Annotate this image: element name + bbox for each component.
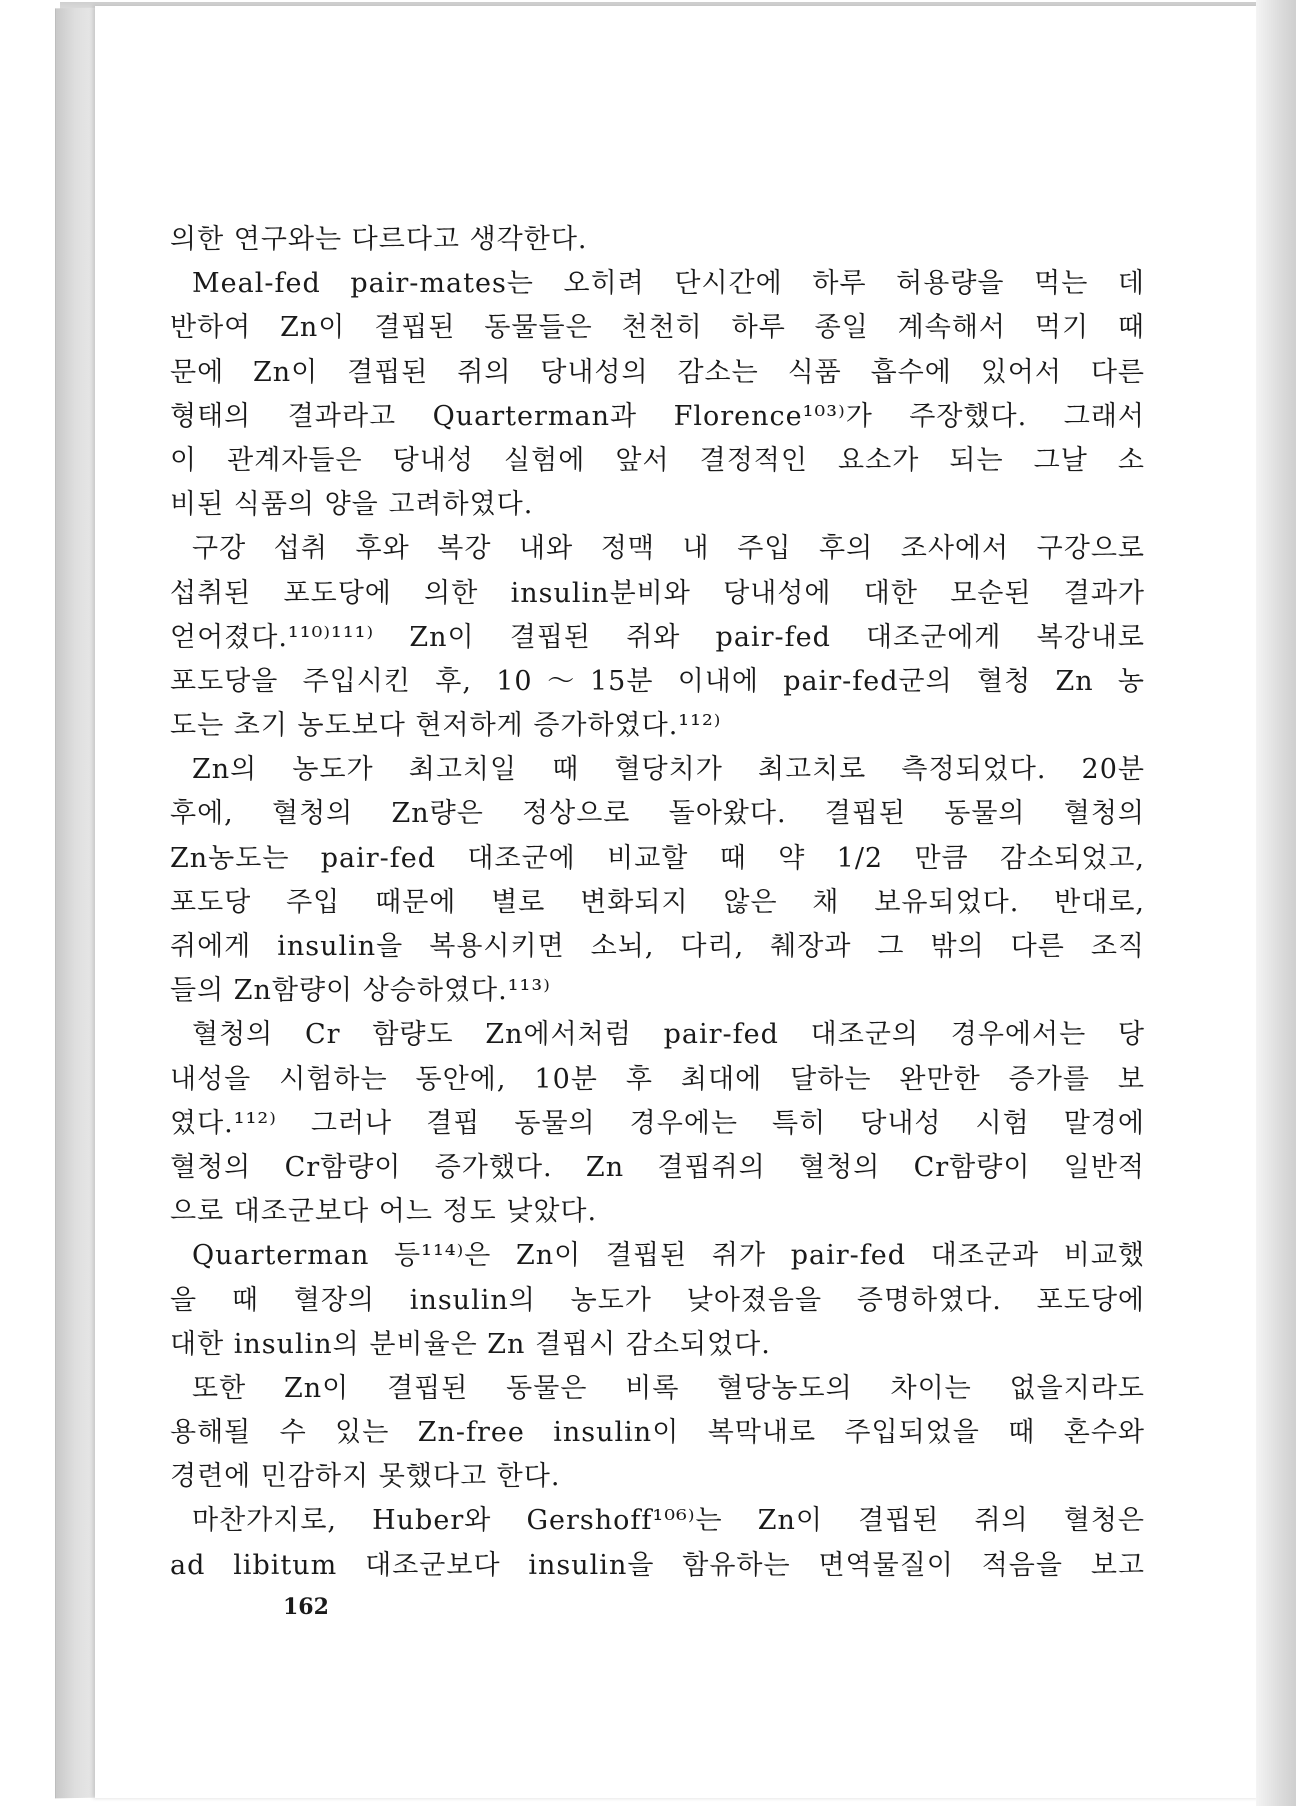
- text-line: 포도당을 주입시킨 후, 10～15분 이내에 pair-fed군의 혈청 Zn 농: [170, 665, 1145, 697]
- text-line: 대한 insulin의 분비율은 Zn 결핍시 감소되었다.: [170, 1328, 771, 1360]
- text-line: 구강 섭취 후와 복강 내와 정맥 내 주입 후의 조사에서 구강으로: [192, 533, 1145, 565]
- text-line: 의한 연구와는 다르다고 생각한다.: [170, 224, 588, 255]
- text-line: 반하여 Zn이 결핍된 동물들은 천천히 하루 종일 계속해서 먹기 때: [170, 312, 1145, 344]
- text-line: Zn의 농도가 최고치일 때 혈당치가 최고치로 측정되었다. 20분: [192, 754, 1145, 786]
- text-line: 으로 대조군보다 어느 정도 낮았다.: [170, 1196, 598, 1228]
- text-line: 이 관계자들은 당내성 실험에 앞서 결정적인 요소가 되는 그날 소: [170, 444, 1145, 476]
- text-line: 마찬가지로, Huber와 Gershoff¹⁰⁶⁾는 Zn이 결핍된 쥐의 혈청은: [192, 1505, 1145, 1537]
- text-line: 혈청의 Cr 함량도 Zn에서처럼 pair-fed 대조군의 경우에서는 당: [192, 1019, 1145, 1051]
- page-number: 162: [283, 1594, 329, 1620]
- text-line: 비된 식품의 양을 고려하였다.: [170, 489, 534, 521]
- text-line: 얻어졌다.¹¹⁰⁾¹¹¹⁾ Zn이 결핍된 쥐와 pair-fed 대조군에게 복강내로: [170, 621, 1145, 653]
- text-line: ad libitum 대조군보다 insulin을 함유하는 면역물질이 적음을 보고: [170, 1549, 1145, 1581]
- text-line: 경련에 민감하지 못했다고 한다.: [170, 1461, 561, 1493]
- text-line: 혈청의 Cr함량이 증가했다. Zn 결핍쥐의 혈청의 Cr함량이 일반적: [170, 1151, 1145, 1183]
- text-line: 포도당 주입 때문에 별로 변화되지 않은 채 보유되었다. 반대로,: [170, 886, 1145, 918]
- text-line: 들의 Zn함량이 상승하였다.¹¹³⁾: [170, 975, 551, 1007]
- text-line: 도는 초기 농도보다 현저하게 증가하였다.¹¹²⁾: [170, 710, 722, 742]
- text-line: 문에 Zn이 결핍된 쥐의 당내성의 감소는 식품 흡수에 있어서 다른: [170, 356, 1145, 388]
- text-line: 을 때 혈장의 insulin의 농도가 낮아졌음을 증명하였다. 포도당에: [170, 1284, 1145, 1316]
- text-line: Zn농도는 pair-fed 대조군에 비교할 때 약 1/2 만큼 감소되었고,: [170, 842, 1145, 874]
- text-line: 섭취된 포도당에 의한 insulin분비와 당내성에 대한 모순된 결과가: [170, 577, 1145, 609]
- text-line: 쥐에게 insulin을 복용시키면 소뇌, 다리, 췌장과 그 밖의 다른 조직: [170, 931, 1145, 962]
- text-line: 였다.¹¹²⁾ 그러나 결핍 동물의 경우에는 특히 당내성 시험 말경에: [170, 1107, 1145, 1139]
- body-text: [170, 218, 1145, 1588]
- book-spine: [55, 8, 98, 1799]
- text-line: 후에, 혈청의 Zn량은 정상으로 돌아왔다. 결핍된 동물의 혈청의: [170, 798, 1145, 830]
- text-line: 또한 Zn이 결핍된 동물은 비록 혈당농도의 차이는 없을지라도: [192, 1372, 1145, 1404]
- text-line: 형태의 결과라고 Quarterman과 Florence¹⁰³⁾가 주장했다. 그래서: [170, 400, 1145, 432]
- page-right-edge: [1256, 0, 1296, 1806]
- text-line: 내성을 시험하는 동안에, 10분 후 최대에 달하는 완만한 증가를 보: [170, 1063, 1145, 1095]
- text-line: 용해될 수 있는 Zn-free insulin이 복막내로 주입되었을 때 혼수와: [170, 1417, 1145, 1449]
- text-line: Meal-fed pair-mates는 오히려 단시간에 하루 허용량을 먹는 데: [192, 268, 1145, 300]
- text-line: Quarterman 등¹¹⁴⁾은 Zn이 결핍된 쥐가 pair-fed 대조군과 비교했: [192, 1240, 1145, 1272]
